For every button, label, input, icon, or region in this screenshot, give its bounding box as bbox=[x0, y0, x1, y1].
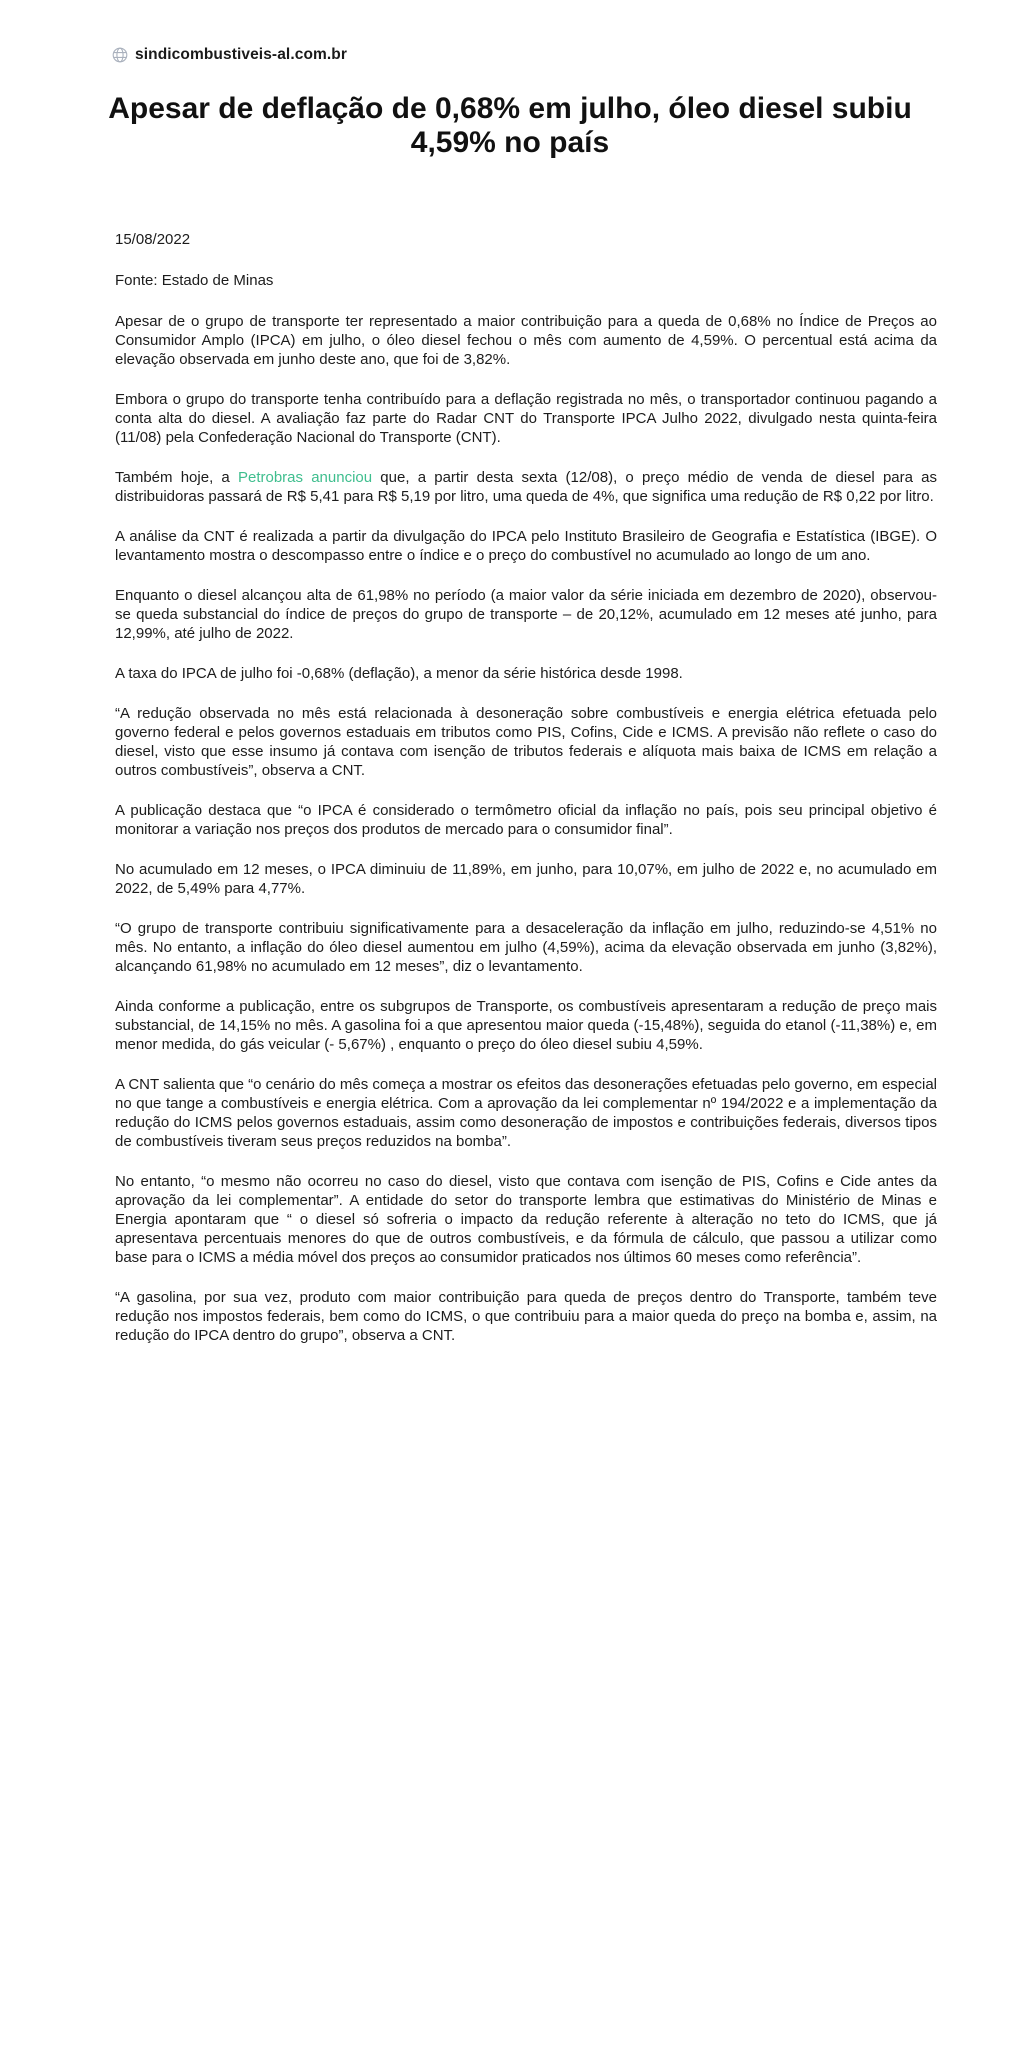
paragraph-11: Ainda conforme a publicação, entre os subgrupos de Transporte, os combustíveis apresentaram a redução de preço mais substancial, de 14,15% no mês. A gasolina foi a que apresentou maior queda (-15,48%), seguida do etanol (-11,38%) e, em menor medida, do gás veicular (- 5,67%) , enquanto o preço do óleo diesel subiu 4,59%. bbox=[115, 998, 937, 1053]
paragraph-3-text-before: Também hoje, a bbox=[115, 469, 238, 486]
paragraph-3-text-after: que, a partir desta sexta (12/08), o preço médio de venda de diesel para as distribuidoras passará de R$ 5,41 para R$ 5,19 por litro, uma queda de 4%, que significa uma redução de R$ 0,22 por litro. bbox=[115, 469, 938, 505]
paragraph-5: Enquanto o diesel alcançou alta de 61,98% no período (a maior valor da série iniciada em dezembro de 2020), observou-se queda substancial do índice de preços do grupo de transporte – de 20,12%, acumulado em 12 meses até junho, para 12,99%, até julho de 2022. bbox=[115, 587, 937, 642]
paragraph-3 bbox=[115, 468, 937, 506]
site-header bbox=[112, 46, 1024, 64]
paragraph-9: No acumulado em 12 meses, o IPCA diminuiu de 11,89%, em junho, para 10,07%, em julho de 2022 e, no acumulado em 2022, de 5,49% para 4,77%. bbox=[115, 861, 937, 897]
paragraph-12: A CNT salienta que “o cenário do mês começa a mostrar os efeitos das desonerações efetuadas pelo governo, em especial no que tange a combustíveis e energia elétrica. Com a aprovação da lei complementar nº 194/2022 e a implementação da redução do ICMS pelos governos estaduais, assim como desoneração de impostos e contribuições federais, diversos tipos de combustíveis tiveram seus preços reduzidos na bomba”. bbox=[115, 1076, 937, 1150]
paragraph-8: A publicação destaca que “o IPCA é considerado o termômetro oficial da inflação no país, pois seu principal objetivo é monitorar a variação nos preços dos produtos de mercado para o consumidor final”. bbox=[115, 802, 937, 838]
globe-icon bbox=[112, 47, 128, 63]
site-name: sindicombustiveis-al.com.br bbox=[135, 46, 348, 63]
article-title: Apesar de deflação de 0,68% em julho, óleo diesel subiu 4,59% no país bbox=[108, 92, 912, 159]
petrobras-link[interactable]: Petrobras anunciou bbox=[237, 469, 373, 486]
paragraph-4: A análise da CNT é realizada a partir da divulgação do IPCA pelo Instituto Brasileiro de Geografia e Estatística (IBGE). O levantamento mostra o descompasso entre o índice e o preço do combustível no acumulado ao longo de um ano. bbox=[115, 528, 937, 564]
paragraph-1: Apesar de o grupo de transporte ter representado a maior contribuição para a queda de 0,68% no Índice de Preços ao Consumidor Amplo (IPCA) em julho, o óleo diesel fechou o mês com aumento de 4,59%. O percentual está acima da elevação observada em junho deste ano, que foi de 3,82%. bbox=[115, 313, 937, 368]
paragraph-7: “A redução observada no mês está relacionada à desoneração sobre combustíveis e energia elétrica efetuada pelo governo federal e pelos governos estaduais em tributos como PIS, Cofins, Cide e ICMS. A previsão não reflete o caso do diesel, visto que esse insumo já contava com isenção de tributos federais e alíquota mais baixa de ICMS em relação a outros combustíveis”, observa a CNT. bbox=[115, 705, 937, 779]
paragraph-13: No entanto, “o mesmo não ocorreu no caso do diesel, visto que contava com isenção de PIS, Cofins e Cide antes da aprovação da lei complementar”. A entidade do setor do transporte lembra que estimativas do Ministério de Minas e Energia apontaram que “ o diesel só sofreria o impacto da redução referente à alteração no teto do ICMS, que já apresentava percentuais menores do que de outros combustíveis, e da fórmula de cálculo, que passou a utilizar como base para o ICMS a média móvel dos preços ao consumidor praticados nos últimos 60 meses como referência”. bbox=[115, 1173, 937, 1266]
article-body bbox=[115, 312, 937, 1345]
article-date: 15/08/2022 bbox=[115, 231, 191, 248]
paragraph-10: “O grupo de transporte contribuiu significativamente para a desaceleração da inflação em julho, reduzindo-se 4,51% no mês. No entanto, a inflação do óleo diesel aumentou em julho (4,59%), acima da elevação observada em junho (3,82%), alcançando 61,98% no acumulado em 12 meses”, diz o levantamento. bbox=[115, 920, 937, 975]
paragraph-2: Embora o grupo do transporte tenha contribuído para a deflação registrada no mês, o transportador continuou pagando a conta alta do diesel. A avaliação faz parte do Radar CNT do Transporte IPCA Julho 2022, divulgado nesta quinta-feira (11/08) pela Confederação Nacional do Transporte (CNT). bbox=[115, 391, 937, 446]
article-source: Fonte: Estado de Minas bbox=[115, 272, 274, 289]
paragraph-14: “A gasolina, por sua vez, produto com maior contribuição para queda de preços dentro do Transporte, também teve redução nos impostos federais, bem como do ICMS, o que contribuiu para a maior queda do preço na bomba e, assim, na redução do IPCA dentro do grupo”, observa a CNT. bbox=[115, 1289, 937, 1344]
paragraph-6: A taxa do IPCA de julho foi -0,68% (deflação), a menor da série histórica desde 1998. bbox=[115, 665, 683, 682]
